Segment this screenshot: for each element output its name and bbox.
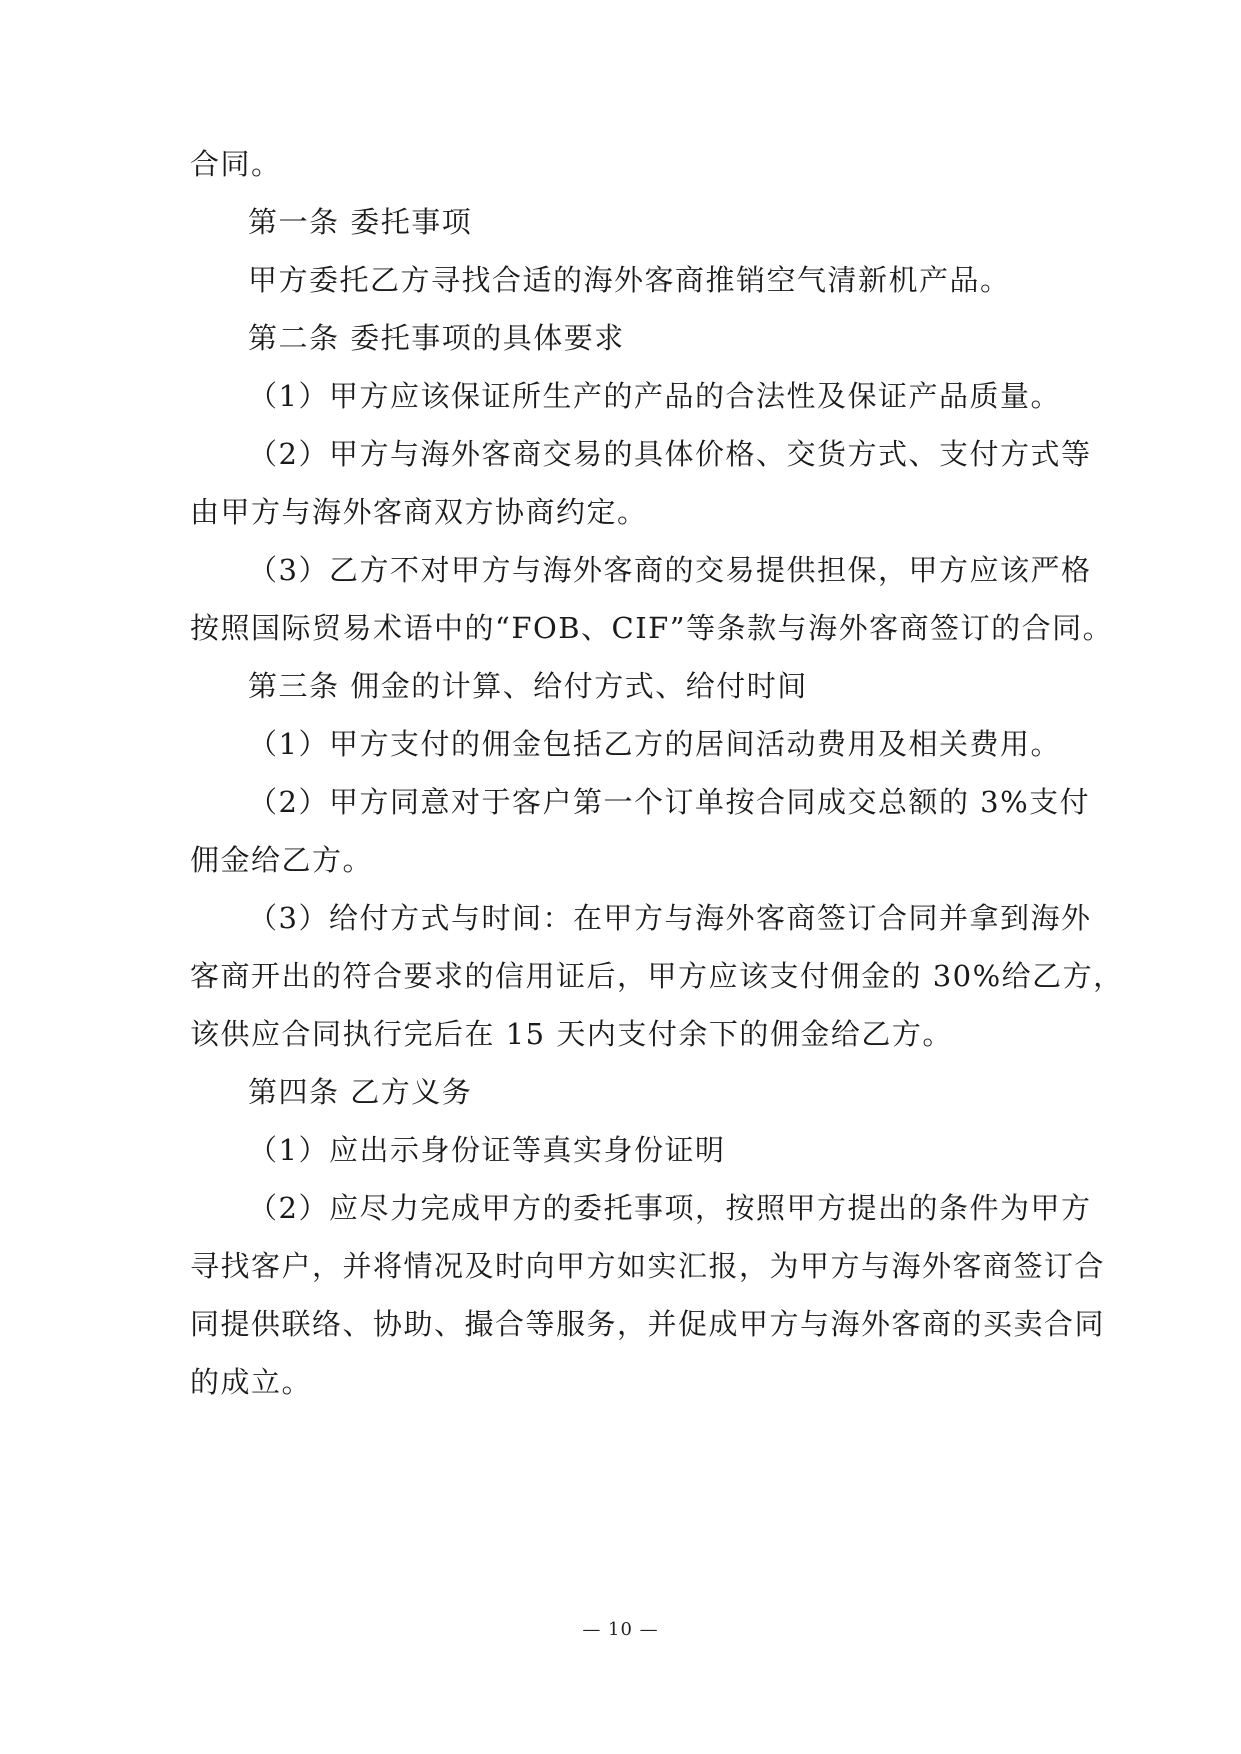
- article-heading: 第四条 乙方义务: [248, 1075, 473, 1109]
- clause-item: （1）甲方支付的佣金包括乙方的居间活动费用及相关费用。: [248, 727, 1061, 761]
- article-heading: 第二条 委托事项的具体要求: [248, 321, 625, 355]
- body-text-line: 同提供联络、协助、撮合等服务，并促成甲方与海外客商的买卖合同: [190, 1307, 1106, 1341]
- body-text-line: 该供应合同执行完后在 15 天内支付余下的佣金给乙方。: [190, 1017, 953, 1051]
- body-text-line: 寻找客户，并将情况及时向甲方如实汇报，为甲方与海外客商签订合: [190, 1249, 1106, 1283]
- clause-item: （1）应出示身份证等真实身份证明: [248, 1133, 726, 1167]
- clause-item: （2）甲方与海外客商交易的具体价格、交货方式、支付方式等: [248, 437, 1092, 471]
- body-text-line: 的成立。: [190, 1365, 313, 1399]
- clause-item: （1）甲方应该保证所生产的产品的合法性及保证产品质量。: [248, 379, 1061, 413]
- article-heading: 第一条 委托事项: [248, 205, 473, 239]
- clause-item: （3）乙方不对甲方与海外客商的交易提供担保，甲方应该严格: [248, 553, 1092, 587]
- body-text-line: 按照国际贸易术语中的“FOB、CIF”等条款与海外客商签订的合同。: [190, 611, 1114, 645]
- body-text-line: 佣金给乙方。: [190, 843, 374, 877]
- body-text-line: 甲方委托乙方寻找合适的海外客商推销空气清新机产品。: [248, 263, 1011, 297]
- body-text-line: 客商开出的符合要求的信用证后，甲方应该支付佣金的 30%给乙方，: [190, 959, 1124, 993]
- body-text-line: 合同。: [190, 147, 282, 181]
- clause-item: （2）甲方同意对于客户第一个订单按合同成交总额的 3%支付: [248, 785, 1091, 819]
- body-text-line: 由甲方与海外客商双方协商约定。: [190, 495, 648, 529]
- clause-item: （3）给付方式与时间：在甲方与海外客商签订合同并拿到海外: [248, 901, 1092, 935]
- article-heading: 第三条 佣金的计算、给付方式、给付时间: [248, 669, 808, 703]
- clause-item: （2）应尽力完成甲方的委托事项，按照甲方提出的条件为甲方: [248, 1191, 1092, 1225]
- page-number: — 10 —: [582, 1619, 659, 1640]
